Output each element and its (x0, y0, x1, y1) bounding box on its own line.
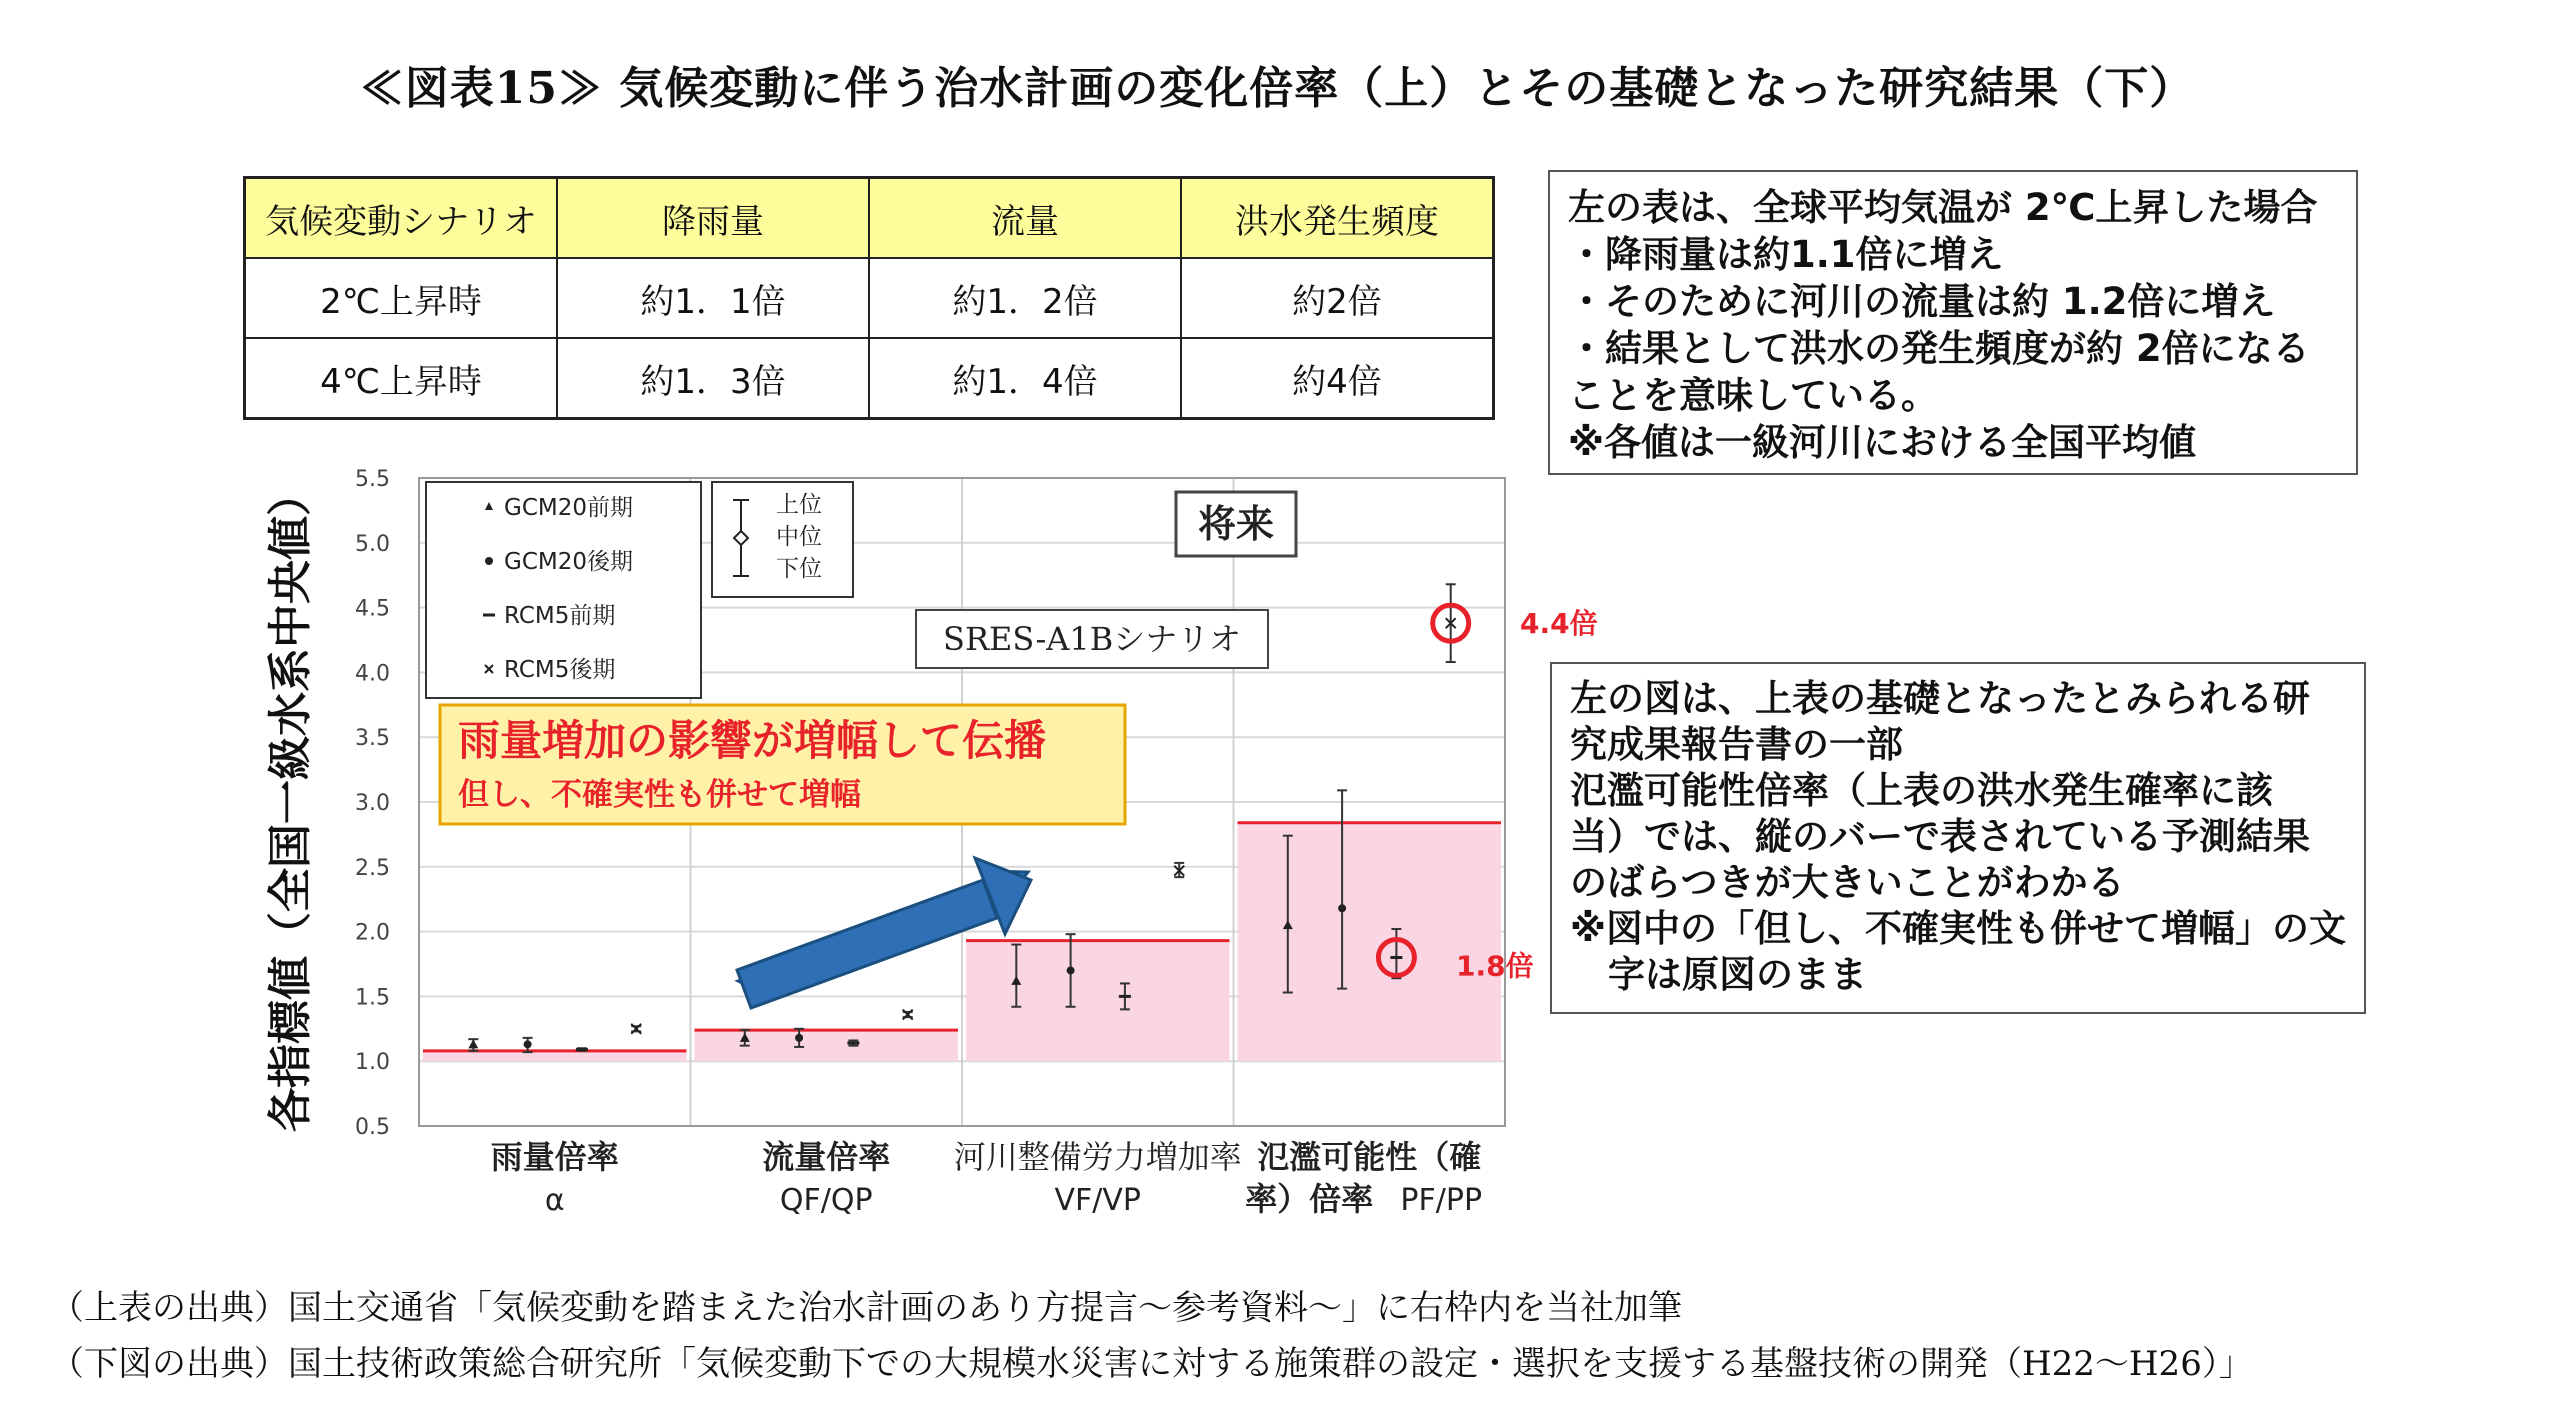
data-point (795, 1034, 803, 1042)
x-category-label: 雨量倍率 (490, 1138, 619, 1176)
y-tick-label: 5.0 (355, 531, 390, 557)
table-cell: 2℃上昇時 (245, 258, 558, 338)
table-cell: 約1．1倍 (557, 258, 869, 338)
y-tick-label: 4.5 (355, 596, 390, 622)
table-cell: 約4倍 (1181, 338, 1494, 419)
table-cell: 4℃上昇時 (245, 338, 558, 419)
y-tick-label: 3.5 (355, 726, 390, 752)
note-line: ※図中の「但し、不確実性も併せて増幅」の文 (1570, 907, 2346, 950)
legend-series-label: GCM20前期 (504, 495, 633, 521)
highlight-label: 1.8倍 (1456, 949, 1534, 983)
callout-title: 雨量増加の影響が増幅して伝播 (458, 716, 1047, 765)
note-line: ・そのために河川の流量は約 1.2倍に増え (1568, 280, 2276, 323)
note-line: ※各値は一級河川における全国平均値 (1568, 421, 2196, 464)
table-header-cell: 気候変動シナリオ (245, 178, 558, 259)
legend-series-label: RCM5前期 (504, 603, 616, 629)
legend-marker (485, 557, 493, 565)
y-tick-label: 3.0 (355, 791, 390, 816)
x-category-symbol: α (544, 1183, 565, 1218)
y-tick-label: 1.0 (355, 1050, 390, 1076)
x-category-symbol: QF/QP (779, 1183, 873, 1218)
table-cell: 約1．2倍 (869, 258, 1181, 338)
data-point (1338, 904, 1346, 912)
increment-area (695, 1030, 959, 1061)
x-category-label: 河川整備労力増加率 (953, 1138, 1242, 1176)
increment-area (1238, 823, 1502, 1061)
page-title: ≪図表15≫ 気候変動に伴う治水計画の変化倍率（上）とその基礎となった研究結果（下） (359, 63, 2195, 114)
table-header-cell: 降雨量 (557, 178, 869, 259)
table-cell: 約1．3倍 (557, 338, 869, 419)
note-line: のばらつきが大きいことがわかる (1570, 861, 2125, 904)
y-tick-label: 1.5 (355, 985, 390, 1011)
table-header-cell: 洪水発生頻度 (1181, 178, 1494, 259)
highlight-label: 4.4倍 (1520, 607, 1598, 641)
note-line: ・結果として洪水の発生頻度が約 2倍になる (1568, 327, 2310, 370)
y-tick-label: 2.5 (355, 855, 390, 881)
legend-bar-label: 中位 (776, 524, 822, 550)
data-point (524, 1040, 532, 1048)
y-tick-label: 2.0 (355, 920, 390, 946)
increment-area (423, 1051, 687, 1061)
increment-area (966, 941, 1230, 1062)
note-line: 左の表は、全球平均気温が 2℃上昇した場合 (1568, 186, 2318, 229)
x-category-symbol: VF/VP (1054, 1183, 1141, 1218)
legend-bar-label: 下位 (776, 556, 822, 582)
note-line: ・降雨量は約1.1倍に増え (1568, 233, 2004, 276)
source-bottom: （下図の出典）国土技術政策総合研究所「気候変動下での大規模水災害に対する施策群の設定・選択を支援する基盤技術の開発（H22～H26）」 (50, 1344, 2253, 1384)
x-category-label: 率）倍率 (1245, 1180, 1374, 1218)
y-axis-label: 各指標値（全国一級水系中央値） (265, 472, 316, 1132)
note-line: ことを意味している。 (1568, 374, 1938, 417)
note-line: 氾濫可能性倍率（上表の洪水発生確率に該 (1570, 769, 2273, 812)
table-cell: 約1．4倍 (869, 338, 1181, 419)
x-category-label: 流量倍率 (762, 1138, 891, 1176)
note-line: 究成果報告書の一部 (1570, 723, 1903, 766)
note-line: 左の図は、上表の基礎となったとみられる研 (1570, 677, 2310, 720)
callout-subtitle: 但し、不確実性も併せて増幅 (458, 777, 861, 813)
table-cell: 約2倍 (1181, 258, 1494, 338)
legend-series-label: RCM5後期 (504, 657, 616, 683)
x-category-symbol: PF/PP (1400, 1183, 1483, 1218)
legend-series-label: GCM20後期 (504, 549, 633, 575)
table-header-cell: 流量 (869, 178, 1181, 259)
note-line: 当）では、縦のバーで表されている予測結果 (1570, 815, 2310, 858)
data-point (1067, 966, 1075, 974)
y-tick-label: 5.5 (355, 467, 390, 492)
y-tick-label: 0.5 (355, 1115, 390, 1140)
future-label: 将来 (1197, 502, 1275, 546)
scenario-label: SRES-A1Bシナリオ (943, 620, 1241, 658)
legend-bar-label: 上位 (776, 492, 822, 518)
source-top: （上表の出典）国土交通省「気候変動を踏まえた治水計画のあり方提言～参考資料～」に右枠内を当社加筆 (50, 1288, 1682, 1328)
y-tick-label: 4.0 (355, 661, 390, 687)
x-category-label: 氾濫可能性（確 (1257, 1138, 1482, 1176)
note-line: 字は原図のまま (1608, 953, 1867, 996)
